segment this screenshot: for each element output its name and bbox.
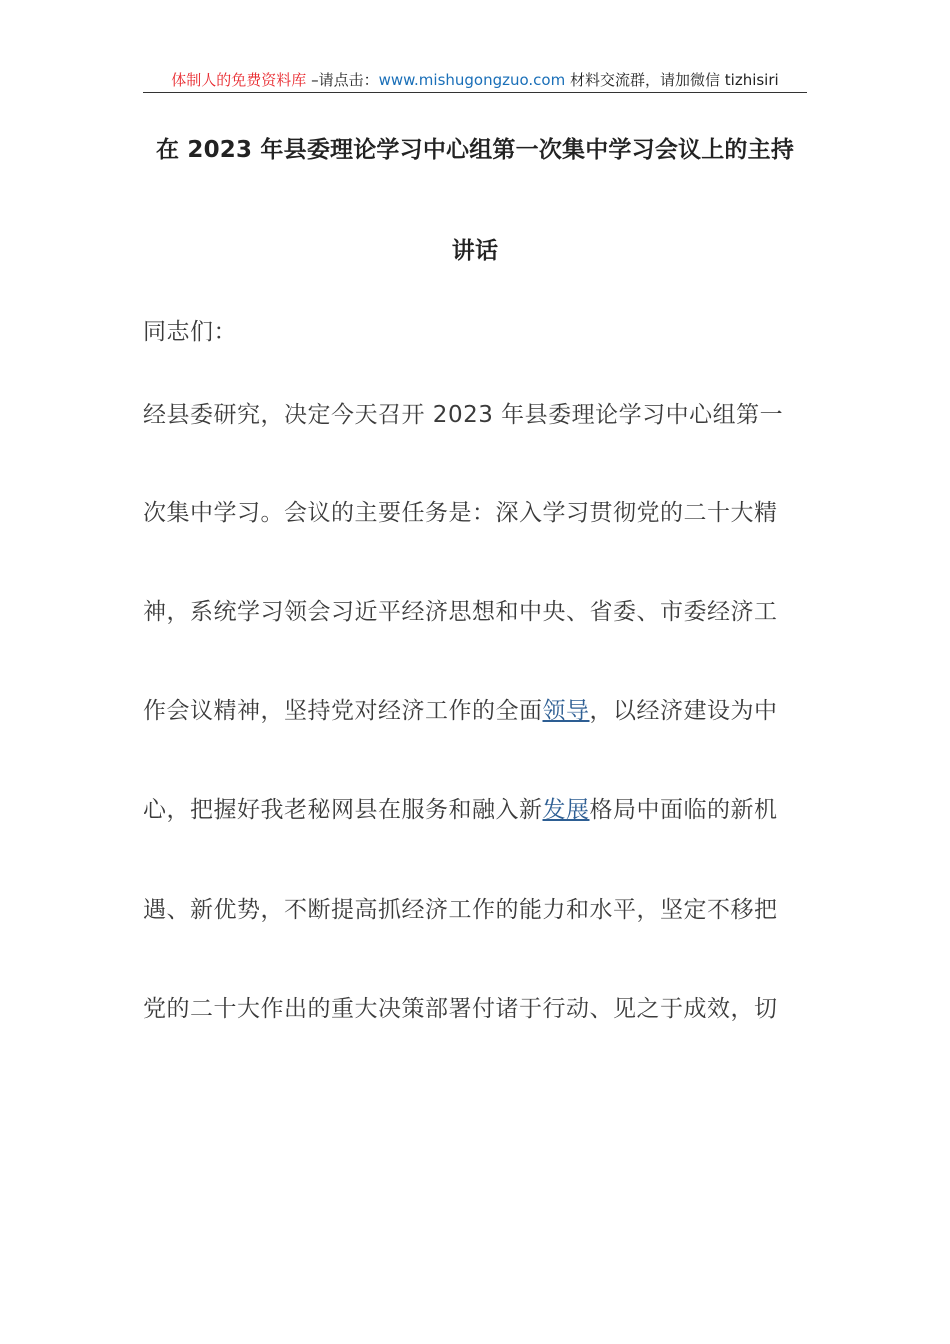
- header-wechat-note: 材料交流群，请加微信 tizhisiri: [565, 71, 779, 89]
- paragraph-line: 遇、新优势，不断提高抓经济工作的能力和水平，坚定不移把: [143, 897, 778, 923]
- link-development[interactable]: 发展: [542, 797, 590, 823]
- line-text: ，以经济建设为中: [589, 698, 778, 724]
- document-title-line-2: 讲话: [451, 238, 499, 264]
- header-prompt: –请点击：: [306, 71, 379, 89]
- paragraph-line: 次集中学习。会议的主要任务是：深入学习贯彻党的二十大精: [143, 500, 778, 526]
- link-leadership[interactable]: 领导: [542, 698, 590, 724]
- paragraph-line: [143, 692, 807, 725]
- paragraph-line: 经县委研究，决定今天召开 2023 年县委理论学习中心组第一: [143, 402, 784, 428]
- paragraph-line: [143, 791, 807, 824]
- brand-name: 体制人的免费资料库: [171, 71, 307, 89]
- line-text: 心，把握好我老秘网县在服务和融入新: [143, 797, 543, 823]
- page-header-banner: [143, 70, 807, 93]
- paragraph-line: 党的二十大作出的重大决策部署付诸于行动、见之于成效，切: [143, 996, 778, 1022]
- paragraph-line: 神，系统学习领会习近平经济思想和中央、省委、市委经济工: [143, 599, 778, 625]
- salutation: 同志们：: [143, 319, 237, 345]
- document-title-line-1: 在 2023 年县委理论学习中心组第一次集中学习会议上的主持: [155, 137, 795, 163]
- line-text: 作会议精神，坚持党对经济工作的全面: [143, 698, 543, 724]
- line-text: 格局中面临的新机: [589, 797, 778, 823]
- site-link[interactable]: www.mishugongzuo.com: [378, 71, 566, 89]
